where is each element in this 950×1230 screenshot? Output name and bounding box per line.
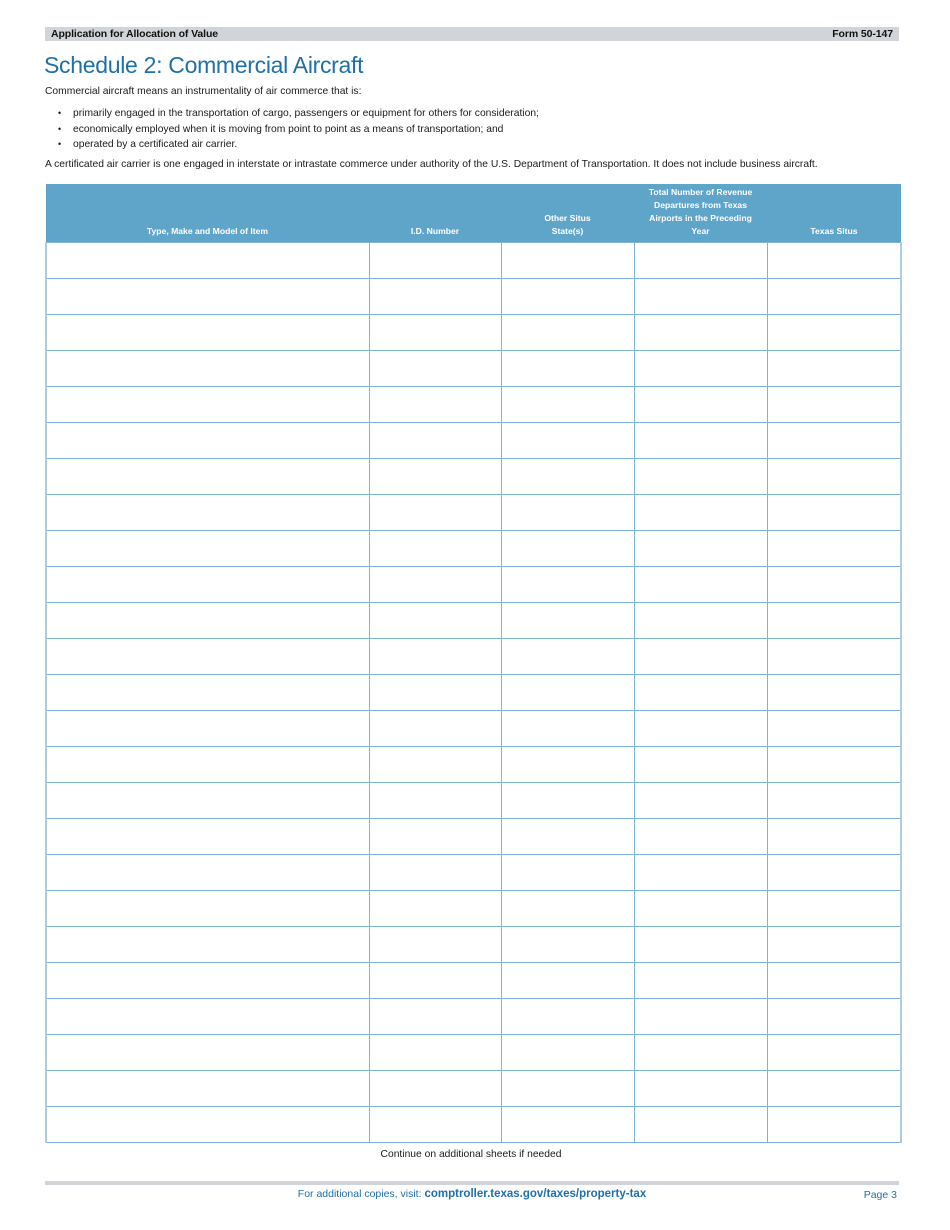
type-make-model-cell[interactable] (46, 1107, 369, 1143)
id-number-cell[interactable] (369, 495, 501, 531)
table-row (46, 963, 901, 999)
texas-situs-cell[interactable] (767, 891, 901, 927)
revenue-departures-cell[interactable] (634, 927, 767, 963)
id-number-cell[interactable] (369, 819, 501, 855)
column-header-other-situs-states: Other Situs State(s) (501, 184, 634, 243)
column-header-texas-situs: Texas Situs (767, 184, 901, 243)
table-row (46, 1107, 901, 1143)
revenue-departures-cell[interactable] (634, 1107, 767, 1143)
id-number-cell[interactable] (369, 603, 501, 639)
revenue-departures-cell[interactable] (634, 1035, 767, 1071)
other-situs-states-cell[interactable] (501, 603, 634, 639)
revenue-departures-cell[interactable] (634, 531, 767, 567)
intro-text: Commercial aircraft means an instrumentality of air commerce that is: (45, 86, 362, 97)
revenue-departures-cell[interactable] (634, 603, 767, 639)
page-number: Page 3 (863, 1189, 897, 1201)
texas-situs-cell[interactable] (767, 1035, 901, 1071)
other-situs-states-cell[interactable] (501, 423, 634, 459)
table-row (46, 351, 901, 387)
footer-copies-link[interactable]: comptroller.texas.gov/taxes/property-tax (424, 1188, 647, 1200)
revenue-departures-cell[interactable] (634, 495, 767, 531)
table-header-row (46, 184, 901, 243)
other-situs-states-cell[interactable] (501, 531, 634, 567)
table-row (46, 423, 901, 459)
other-situs-states-cell[interactable] (501, 675, 634, 711)
texas-situs-cell[interactable] (767, 819, 901, 855)
type-make-model-cell[interactable] (46, 999, 369, 1035)
type-make-model-cell[interactable] (46, 819, 369, 855)
other-situs-states-cell[interactable] (501, 711, 634, 747)
other-situs-states-cell[interactable] (501, 567, 634, 603)
other-situs-states-cell[interactable] (501, 999, 634, 1035)
table-row (46, 387, 901, 423)
type-make-model-cell[interactable] (46, 495, 369, 531)
table-row (46, 531, 901, 567)
id-number-cell[interactable] (369, 711, 501, 747)
other-situs-states-cell[interactable] (501, 315, 634, 351)
table-row (46, 927, 901, 963)
id-number-cell[interactable] (369, 855, 501, 891)
type-make-model-cell[interactable] (46, 459, 369, 495)
table-row (46, 675, 901, 711)
other-situs-states-cell[interactable] (501, 279, 634, 315)
type-make-model-cell[interactable] (46, 783, 369, 819)
revenue-departures-cell[interactable] (634, 999, 767, 1035)
table-row (46, 891, 901, 927)
type-make-model-cell[interactable] (46, 855, 369, 891)
revenue-departures-cell[interactable] (634, 459, 767, 495)
id-number-cell[interactable] (369, 531, 501, 567)
texas-situs-cell[interactable] (767, 639, 901, 675)
texas-situs-cell[interactable] (767, 567, 901, 603)
revenue-departures-cell[interactable] (634, 387, 767, 423)
column-header-type-make-model: Type, Make and Model of Item (46, 184, 369, 243)
revenue-departures-cell[interactable] (634, 711, 767, 747)
id-number-cell[interactable] (369, 351, 501, 387)
type-make-model-cell[interactable] (46, 891, 369, 927)
form-number: Form 50-147 (832, 28, 893, 40)
table-row (46, 711, 901, 747)
criteria-item: • economically employed when it is moving from point to point as a means of transportation; and (45, 122, 539, 138)
other-situs-states-cell[interactable] (501, 639, 634, 675)
id-number-cell[interactable] (369, 279, 501, 315)
id-number-cell[interactable] (369, 927, 501, 963)
id-number-cell[interactable] (369, 1107, 501, 1143)
id-number-cell[interactable] (369, 567, 501, 603)
table-row (46, 639, 901, 675)
texas-situs-cell[interactable] (767, 603, 901, 639)
texas-situs-cell[interactable] (767, 351, 901, 387)
revenue-departures-cell[interactable] (634, 315, 767, 351)
texas-situs-cell[interactable] (767, 459, 901, 495)
type-make-model-cell[interactable] (46, 423, 369, 459)
other-situs-states-cell[interactable] (501, 387, 634, 423)
id-number-cell[interactable] (369, 639, 501, 675)
texas-situs-cell[interactable] (767, 1071, 901, 1107)
id-number-cell[interactable] (369, 387, 501, 423)
other-situs-states-cell[interactable] (501, 243, 634, 279)
id-number-cell[interactable] (369, 1071, 501, 1107)
footer-copies (45, 1188, 899, 1200)
type-make-model-cell[interactable] (46, 963, 369, 999)
type-make-model-cell[interactable] (46, 387, 369, 423)
form-title: Application for Allocation of Value (51, 28, 219, 40)
other-situs-states-cell[interactable] (501, 927, 634, 963)
texas-situs-cell[interactable] (767, 999, 901, 1035)
texas-situs-cell[interactable] (767, 243, 901, 279)
texas-situs-cell[interactable] (767, 423, 901, 459)
texas-situs-cell[interactable] (767, 783, 901, 819)
revenue-departures-cell[interactable] (634, 279, 767, 315)
texas-situs-cell[interactable] (767, 963, 901, 999)
type-make-model-cell[interactable] (46, 531, 369, 567)
criteria-item: • primarily engaged in the transportation of cargo, passengers or equipment for others for consideration; (45, 106, 539, 122)
id-number-cell[interactable] (369, 423, 501, 459)
revenue-departures-cell[interactable] (634, 891, 767, 927)
type-make-model-cell[interactable] (46, 747, 369, 783)
type-make-model-cell[interactable] (46, 711, 369, 747)
table-row (46, 495, 901, 531)
id-number-cell[interactable] (369, 243, 501, 279)
form-header-bar (45, 27, 899, 41)
id-number-cell[interactable] (369, 963, 501, 999)
other-situs-states-cell[interactable] (501, 1035, 634, 1071)
revenue-departures-cell[interactable] (634, 855, 767, 891)
revenue-departures-cell[interactable] (634, 243, 767, 279)
table-row (46, 747, 901, 783)
other-situs-states-cell[interactable] (501, 891, 634, 927)
type-make-model-cell[interactable] (46, 279, 369, 315)
type-make-model-cell[interactable] (46, 603, 369, 639)
type-make-model-cell[interactable] (46, 243, 369, 279)
table-row (46, 279, 901, 315)
revenue-departures-cell[interactable] (634, 567, 767, 603)
table-row (46, 855, 901, 891)
id-number-cell[interactable] (369, 999, 501, 1035)
criteria-item: • operated by a certificated air carrier. (45, 137, 539, 153)
type-make-model-cell[interactable] (46, 567, 369, 603)
id-number-cell[interactable] (369, 675, 501, 711)
other-situs-states-cell[interactable] (501, 855, 634, 891)
table-row (46, 315, 901, 351)
table-row (46, 603, 901, 639)
texas-situs-cell[interactable] (767, 315, 901, 351)
revenue-departures-cell[interactable] (634, 423, 767, 459)
type-make-model-cell[interactable] (46, 315, 369, 351)
id-number-cell[interactable] (369, 1035, 501, 1071)
revenue-departures-cell[interactable] (634, 963, 767, 999)
texas-situs-cell[interactable] (767, 927, 901, 963)
type-make-model-cell[interactable] (46, 1035, 369, 1071)
texas-situs-cell[interactable] (767, 711, 901, 747)
other-situs-states-cell[interactable] (501, 963, 634, 999)
type-make-model-cell[interactable] (46, 1071, 369, 1107)
texas-situs-cell[interactable] (767, 747, 901, 783)
table-row (46, 567, 901, 603)
type-make-model-cell[interactable] (46, 351, 369, 387)
texas-situs-cell[interactable] (767, 495, 901, 531)
table-body (46, 243, 901, 1143)
texas-situs-cell[interactable] (767, 531, 901, 567)
column-header-revenue-departures: Total Number of Revenue Departures from Texas Airports in the Preceding Year (634, 184, 767, 243)
type-make-model-cell[interactable] (46, 675, 369, 711)
other-situs-states-cell[interactable] (501, 495, 634, 531)
revenue-departures-cell[interactable] (634, 747, 767, 783)
revenue-departures-cell[interactable] (634, 639, 767, 675)
revenue-departures-cell[interactable] (634, 819, 767, 855)
other-situs-states-cell[interactable] (501, 351, 634, 387)
column-header-id-number: I.D. Number (369, 184, 501, 243)
texas-situs-cell[interactable] (767, 279, 901, 315)
type-make-model-cell[interactable] (46, 927, 369, 963)
page-footer (45, 1188, 899, 1204)
id-number-cell[interactable] (369, 459, 501, 495)
footer-divider (45, 1181, 899, 1185)
revenue-departures-cell[interactable] (634, 1071, 767, 1107)
texas-situs-cell[interactable] (767, 1107, 901, 1143)
table-row (46, 243, 901, 279)
schedule-title: Schedule 2: Commercial Aircraft (44, 52, 364, 78)
table-row (46, 819, 901, 855)
aircraft-table (45, 184, 902, 1143)
id-number-cell[interactable] (369, 747, 501, 783)
carrier-definition: A certificated air carrier is one engaged in interstate or intrastate commerce under authority of the U.S. Department of Transportation. It does not include business aircraft. (45, 159, 818, 170)
revenue-departures-cell[interactable] (634, 783, 767, 819)
table-row (46, 1071, 901, 1107)
table-row (46, 459, 901, 495)
table-row (46, 999, 901, 1035)
texas-situs-cell[interactable] (767, 855, 901, 891)
other-situs-states-cell[interactable] (501, 1071, 634, 1107)
criteria-list (45, 106, 539, 153)
table-row (46, 783, 901, 819)
other-situs-states-cell[interactable] (501, 459, 634, 495)
other-situs-states-cell[interactable] (501, 783, 634, 819)
id-number-cell[interactable] (369, 315, 501, 351)
revenue-departures-cell[interactable] (634, 675, 767, 711)
continue-note: Continue on additional sheets if needed (380, 1149, 562, 1160)
texas-situs-cell[interactable] (767, 675, 901, 711)
id-number-cell[interactable] (369, 891, 501, 927)
type-make-model-cell[interactable] (46, 639, 369, 675)
texas-situs-cell[interactable] (767, 387, 901, 423)
other-situs-states-cell[interactable] (501, 747, 634, 783)
other-situs-states-cell[interactable] (501, 819, 634, 855)
id-number-cell[interactable] (369, 783, 501, 819)
revenue-departures-cell[interactable] (634, 351, 767, 387)
table-row (46, 1035, 901, 1071)
other-situs-states-cell[interactable] (501, 1107, 634, 1143)
footer-copies-label: For additional copies, visit: (297, 1188, 425, 1200)
